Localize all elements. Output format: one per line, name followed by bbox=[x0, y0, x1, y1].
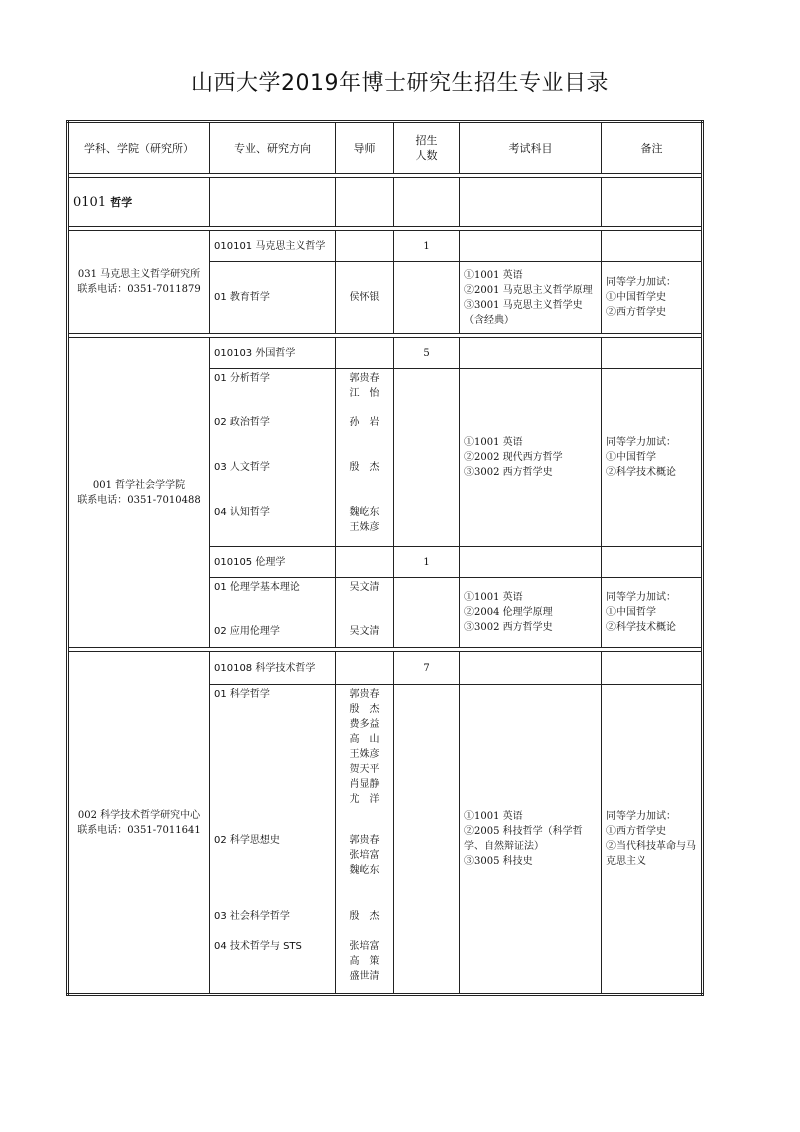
quota-value: 1 bbox=[394, 547, 460, 578]
school-name: 031 马克思主义哲学研究所 bbox=[77, 269, 201, 280]
advisor-name: 侯怀银 bbox=[336, 262, 394, 334]
notes-list: 同等学力加试： ①中国哲学 ②科学技术概论 bbox=[602, 369, 703, 547]
discipline-cell: 0101 哲学 bbox=[68, 178, 210, 227]
notes-list: 同等学力加试： ①中国哲学 ②科学技术概论 bbox=[602, 578, 703, 648]
major-name: 010103 外国哲学 bbox=[210, 338, 336, 369]
major-name: 010105 伦理学 bbox=[210, 547, 336, 578]
header-notes: 备注 bbox=[602, 122, 703, 174]
notes-list: 同等学力加试： ①中国哲学史 ②西方哲学史 bbox=[602, 262, 703, 334]
school-name: 001 哲学社会学学院 bbox=[92, 479, 186, 491]
quota-value: 5 bbox=[394, 338, 460, 369]
school-cell-002 bbox=[68, 652, 210, 995]
school-phone: 联系电话：0351-7010488 bbox=[77, 494, 201, 506]
direction-list: 01 科学哲学 02 科学思想史 03 社会科学哲学 04 技术哲学与 STS bbox=[210, 685, 336, 995]
exam-list: ①1001 英语 ②2005 科技哲学（科学哲学、自然辩证法） ③3005 科技史 bbox=[460, 685, 602, 995]
page-title: 山西大学2019年博士研究生招生专业目录 bbox=[191, 71, 609, 96]
quota-value: 1 bbox=[394, 231, 460, 262]
school-name: 002 科学技术哲学研究中心 bbox=[77, 809, 201, 821]
exam-list: ①1001 英语 ②2002 现代西方哲学 ③3002 西方哲学史 bbox=[460, 369, 602, 547]
exam-list: ①1001 英语 ②2001 马克思主义哲学原理 ③3001 马克思主义哲学史（含经典） bbox=[460, 262, 602, 334]
header-advisor: 导师 bbox=[336, 122, 394, 174]
notes-list: 同等学力加试： ①西方哲学史 ②当代科技革命与马克思主义 bbox=[602, 685, 703, 995]
discipline-row bbox=[68, 178, 703, 227]
header-quota: 招生人数 bbox=[394, 122, 460, 174]
major-row bbox=[68, 652, 703, 685]
advisor-list: 郭贵春 殷 杰 费多益 高 山 王姝彦 贺天平 肖显静 尤 洋 郭贵春 张培富 魏屹东 殷 杰 张培富 高 策 盛世清 bbox=[336, 685, 394, 995]
school-cell-001 bbox=[68, 338, 210, 648]
school-phone: 联系电话：0351-7011879 bbox=[77, 284, 201, 295]
direction-list: 01 伦理学基本理论 02 应用伦理学 bbox=[210, 578, 336, 648]
header-exams: 考试科目 bbox=[460, 122, 602, 174]
major-row bbox=[68, 338, 703, 369]
major-row bbox=[68, 231, 703, 262]
header-major: 专业、研究方向 bbox=[210, 122, 336, 174]
major-name: 010108 科学技术哲学 bbox=[210, 652, 336, 685]
school-phone: 联系电话：0351-7011641 bbox=[77, 824, 201, 836]
header-college: 学科、学院（研究所） bbox=[68, 122, 210, 174]
quota-value: 7 bbox=[394, 652, 460, 685]
header-row bbox=[68, 122, 703, 174]
major-name: 010101 马克思主义哲学 bbox=[210, 231, 336, 262]
advisor-list: 吴文清 吴文清 bbox=[336, 578, 394, 648]
direction-list: 01 分析哲学 02 政治哲学 03 人文哲学 04 认知哲学 bbox=[210, 369, 336, 547]
advisor-list: 郭贵春 江 怡 孙 岩 殷 杰 魏屹东 王姝彦 bbox=[336, 369, 394, 547]
exam-list: ①1001 英语 ②2004 伦理学原理 ③3002 西方哲学史 bbox=[460, 578, 602, 648]
school-cell-031 bbox=[68, 231, 210, 334]
catalog-table bbox=[66, 120, 704, 996]
direction-name: 01 教育哲学 bbox=[210, 262, 336, 334]
